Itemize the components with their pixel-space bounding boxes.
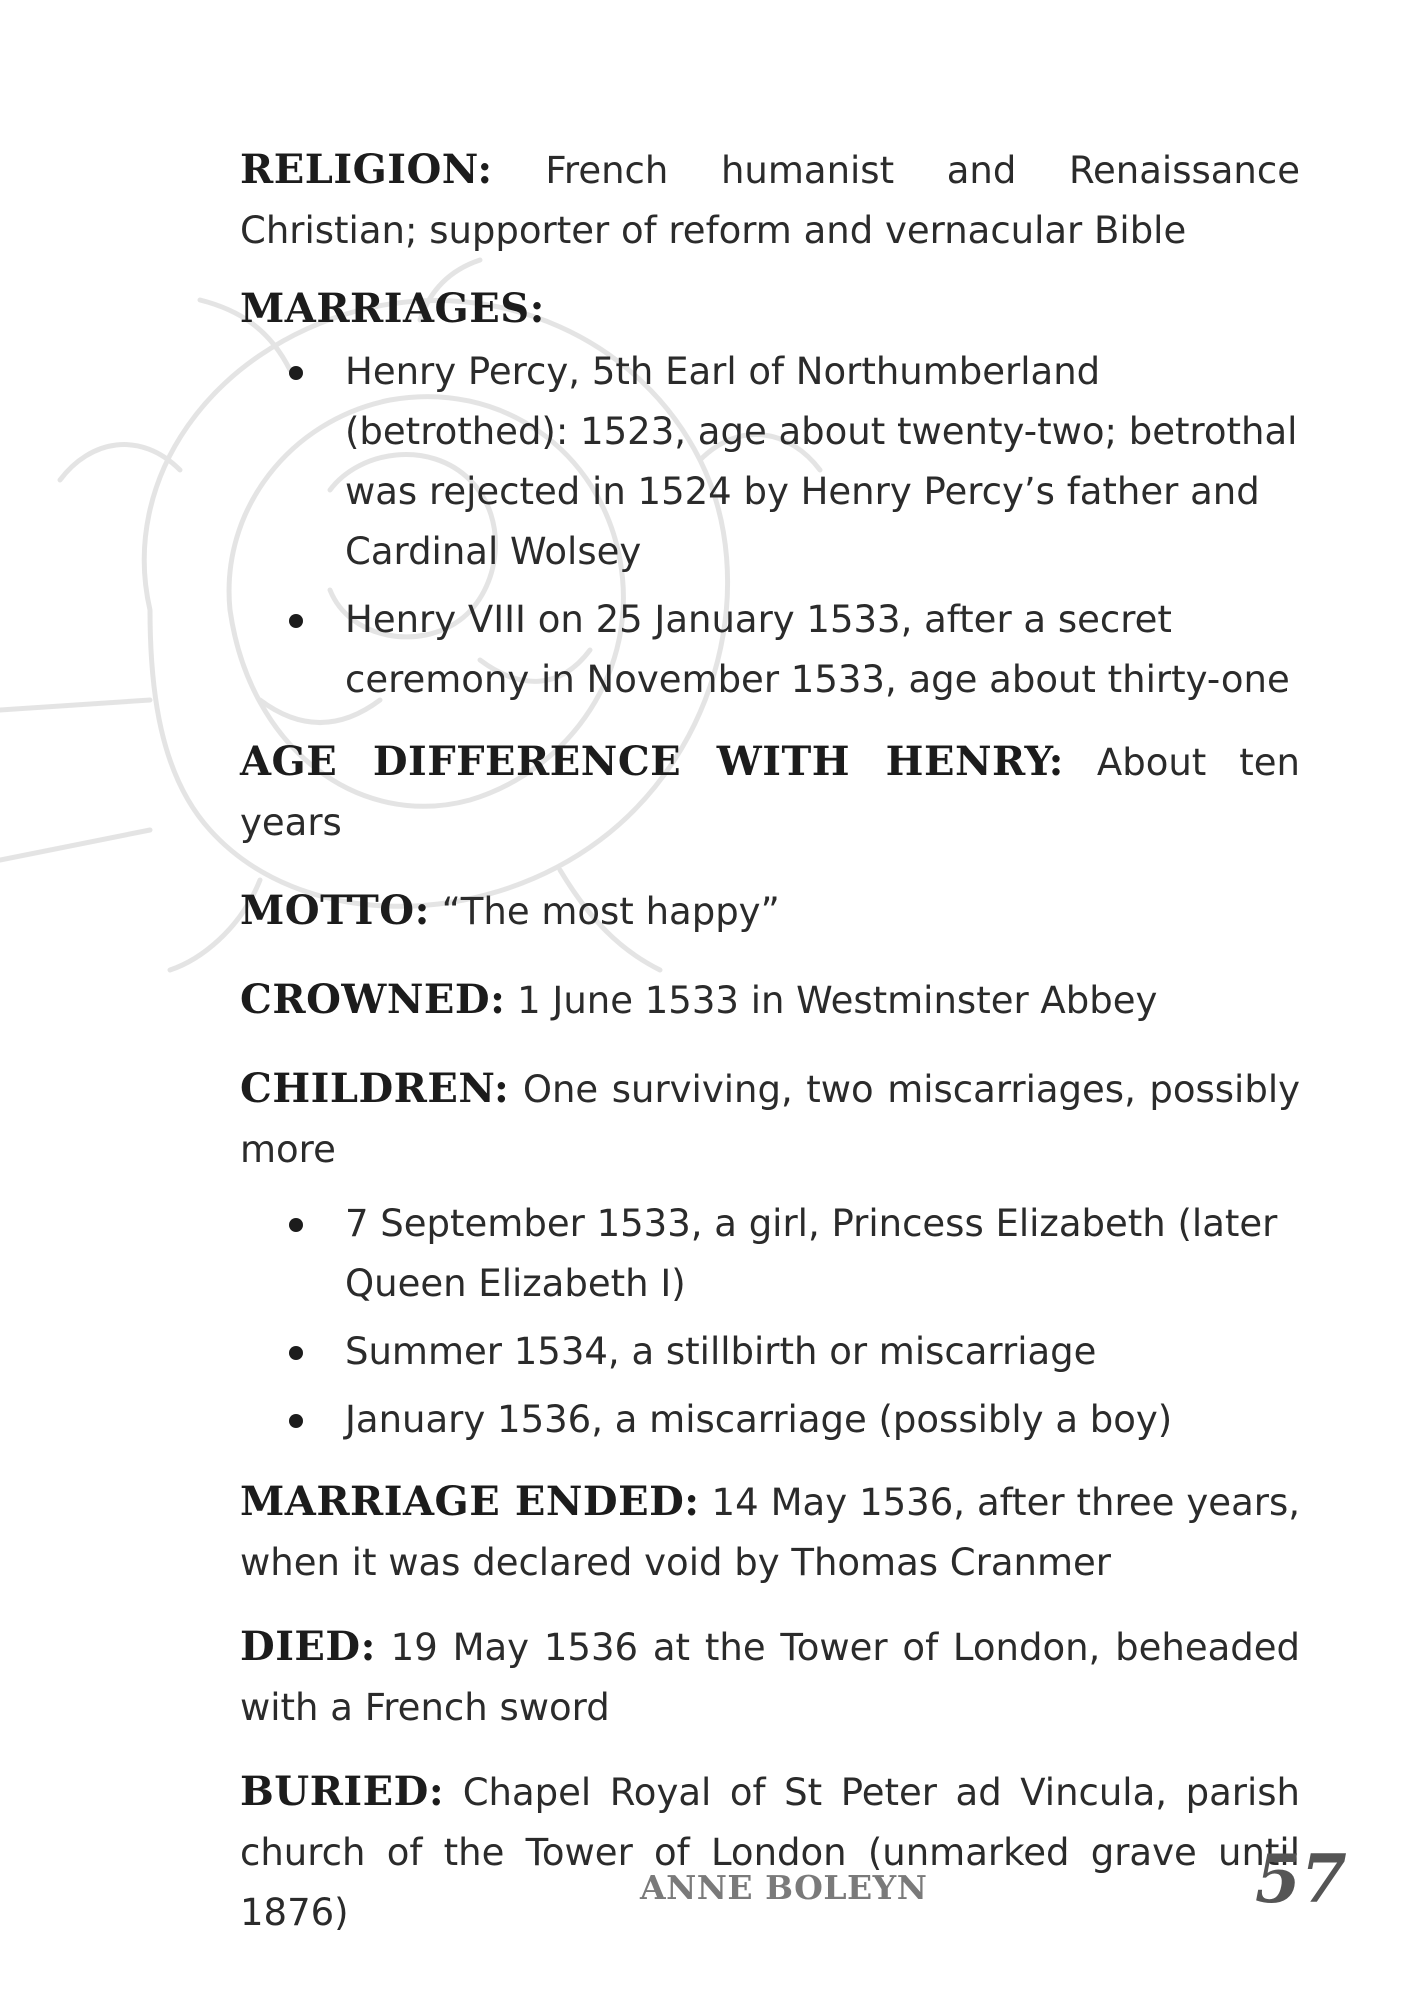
children-label: CHILDREN: (240, 1065, 510, 1112)
crowned-label: CROWNED: (240, 976, 506, 1023)
age-difference-entry (240, 732, 1300, 853)
died-entry (240, 1617, 1300, 1738)
age-difference-text: About ten years (240, 741, 1300, 844)
age-difference-label: AGE DIFFERENCE WITH HENRY: (240, 738, 1064, 785)
religion-entry (240, 140, 1300, 261)
marriage-ended-label: MARRIAGE ENDED: (240, 1478, 700, 1525)
motto-label: MOTTO: (240, 887, 430, 934)
buried-entry (240, 1762, 1300, 1943)
religion-label: RELIGION: (240, 146, 493, 193)
marriages-list (240, 342, 1300, 710)
buried-label: BURIED: (240, 1768, 445, 1815)
running-footer-title: ANNE BOLEYN (640, 1868, 928, 1907)
marriages-label: MARRIAGES: (240, 285, 545, 332)
died-text: 19 May 1536 at the Tower of London, beheaded with a French sword (240, 1626, 1300, 1729)
list-item: Summer 1534, a stillbirth or miscarriage (345, 1322, 1300, 1382)
marriage-ended-text: 14 May 1536, after three years, when it was declared void by Thomas Cranmer (240, 1481, 1300, 1584)
list-item: January 1536, a miscarriage (possibly a boy) (345, 1390, 1300, 1450)
children-text: One surviving, two miscarriages, possibly more (240, 1068, 1300, 1171)
died-label: DIED: (240, 1623, 376, 1670)
children-intro (240, 1059, 1300, 1180)
page-number: 57 (1255, 1840, 1347, 1918)
crowned-entry (240, 970, 1300, 1031)
marriage-ended-entry (240, 1472, 1300, 1593)
fact-sheet (240, 140, 1300, 1967)
motto-text: “The most happy” (441, 890, 780, 933)
list-item: Henry Percy, 5th Earl of Northumberland (betrothed): 1523, age about twenty-two; betrothal was rejected in 1524 by Henry Percy’s father and Cardinal Wolsey (345, 342, 1300, 582)
buried-text: Chapel Royal of St Peter ad Vincula, parish church of the Tower of London (unmarked grave until 1876) (240, 1771, 1300, 1934)
marriages-entry (240, 285, 1300, 710)
list-item: Henry VIII on 25 January 1533, after a secret ceremony in November 1533, age about thirty-one (345, 590, 1300, 710)
crowned-text: 1 June 1533 in Westminster Abbey (517, 979, 1158, 1022)
religion-text: French humanist and Renaissance Christian; supporter of reform and vernacular Bible (240, 149, 1300, 252)
children-list (240, 1194, 1300, 1450)
children-entry (240, 1059, 1300, 1450)
list-item: 7 September 1533, a girl, Princess Elizabeth (later Queen Elizabeth I) (345, 1194, 1300, 1314)
motto-entry (240, 881, 1300, 942)
